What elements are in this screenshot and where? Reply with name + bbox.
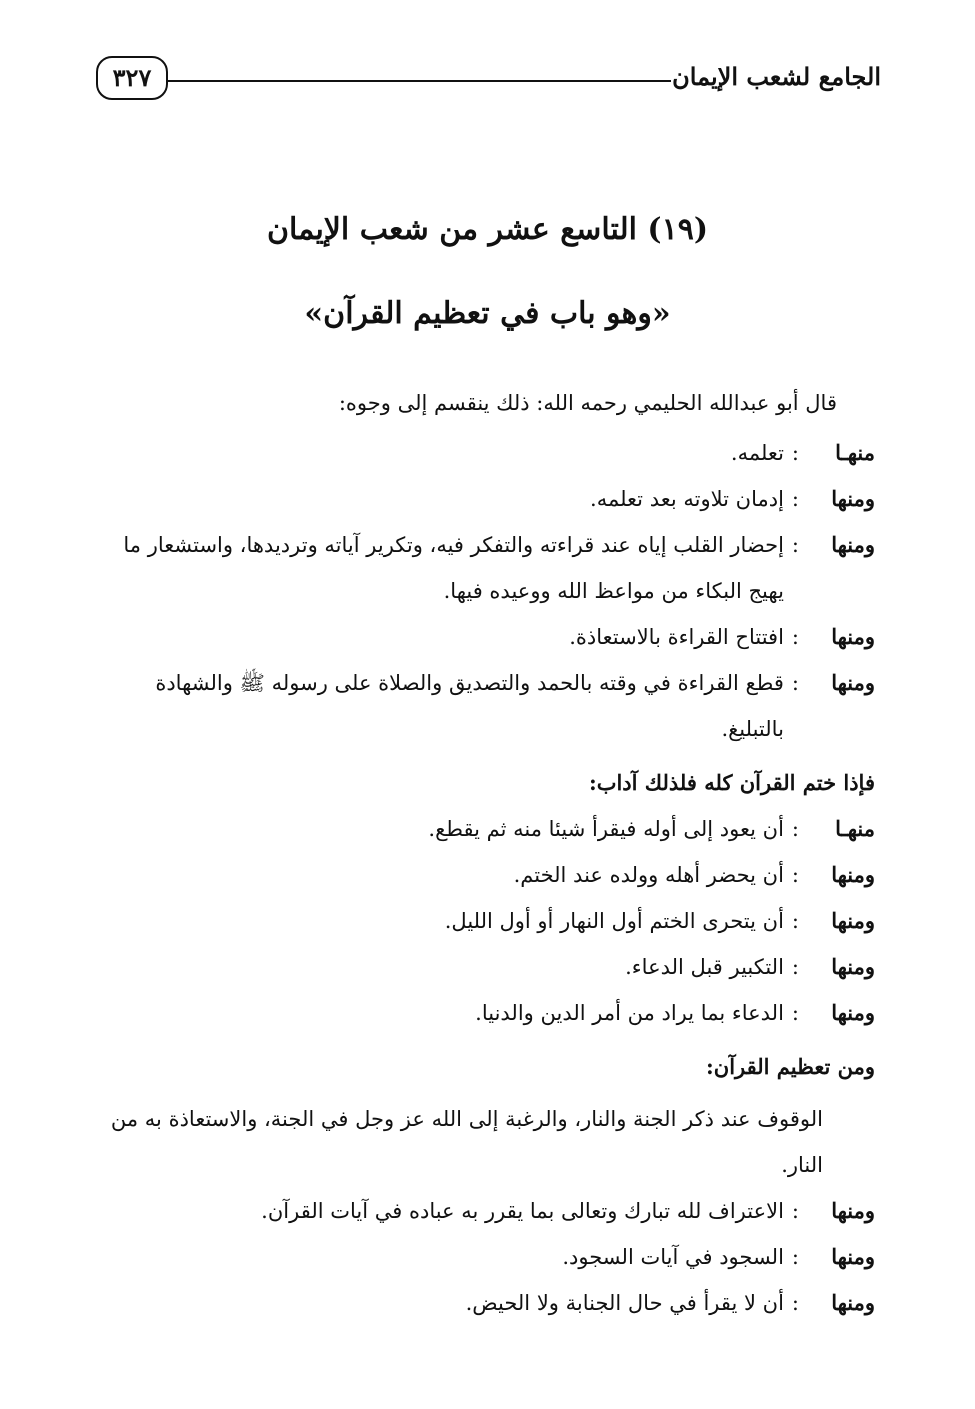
item-label: ومنها (831, 1000, 875, 1025)
item-text: الدعاء بما يراد من أمر الدين والدنيا. (475, 1001, 784, 1025)
running-header (96, 56, 881, 104)
running-title: الجامع لشعب الإيمان (672, 62, 881, 91)
section-3 (95, 1044, 875, 1326)
item-text: قطع القراءة في وقته بالحمد والتصديق والصلاة على رسوله ﷺ والشهادة بالتبليغ. (155, 671, 784, 741)
list-item: منهـا : أن يعود إلى أوله فيقرأ شيئا منه ثم يقطع. (95, 806, 875, 852)
item-label: منهـا (835, 816, 875, 841)
item-text: إدمان تلاوته بعد تعلمه. (590, 487, 784, 511)
item-label: ومنها (831, 532, 875, 557)
list-item: ومنها : افتتاح القراءة بالاستعاذة. (95, 614, 875, 660)
item-text: أن يعود إلى أوله فيقرأ شيئا منه ثم يقطع. (428, 817, 784, 841)
page-number: ٣٢٧ (96, 56, 168, 100)
section-1 (95, 430, 875, 752)
item-label: ومنها (831, 1244, 875, 1269)
item-text: أن يحضر أهله وولده عند الختم. (513, 863, 784, 887)
item-label: ومنها (831, 862, 875, 887)
item-label: منهـا (835, 440, 875, 465)
list-item: ومنها : التكبير قبل الدعاء. (95, 944, 875, 990)
list-item: ومنها : إدمان تلاوته بعد تعلمه. (95, 476, 875, 522)
item-label: ومنها (831, 908, 875, 933)
list-item: ومنها : أن يحضر أهله وولده عند الختم. (95, 852, 875, 898)
list-item: ومنها : قطع القراءة في وقته بالحمد والتصديق والصلاة على رسوله ﷺ والشهادة بالتبليغ. (95, 660, 875, 752)
item-text: السجود في آيات السجود. (562, 1245, 784, 1269)
item-label: ومنها (831, 1290, 875, 1315)
list-item: ومنها : أن يتحرى الختم أول النهار أو أول الليل. (95, 898, 875, 944)
item-label: ومنها (831, 670, 875, 695)
item-text: افتتاح القراءة بالاستعاذة. (569, 625, 784, 649)
section-heading: ومن تعظيم القرآن: (706, 1054, 875, 1079)
list-item: منهـا : تعلمه. (95, 430, 875, 476)
header-rule (168, 80, 671, 82)
item-text: إحضار القلب إياه عند قراءته والتفكر فيه، وتكرير آياته وترديدها، واستشعار ما يهيج البكاء من مواعظ الله ووعيده فيها. (123, 533, 784, 603)
list-item: ومنها : الدعاء بما يراد من أمر الدين والدنيا. (95, 990, 875, 1036)
item-label: ومنها (831, 954, 875, 979)
chapter-title: (١٩) التاسع عشر من شعب الإيمان (266, 212, 709, 247)
page-body (95, 380, 875, 1326)
section-2 (95, 760, 875, 1036)
list-item: ومنها : أن لا يقرأ في حال الجنابة ولا الحيض. (95, 1280, 875, 1326)
list-item: ومنها : السجود في آيات السجود. (95, 1234, 875, 1280)
chapter-subtitle: «وهو باب في تعظيم القرآن» (304, 296, 671, 331)
item-label: ومنها (831, 624, 875, 649)
item-text: التكبير قبل الدعاء. (625, 955, 784, 979)
section-heading: فإذا ختم القرآن كله فلذلك آداب: (588, 770, 875, 795)
item-text: تعلمه. (730, 441, 784, 465)
item-label: ومنها (831, 486, 875, 511)
section-paragraph: الوقوف عند ذكر الجنة والنار، والرغبة إلى الله عز وجل في الجنة، والاستعاذة به من النار. (110, 1107, 823, 1177)
item-text: الاعتراف لله تبارك وتعالى بما يقرر به عباده في آيات القرآن. (261, 1199, 784, 1223)
item-label: ومنها (831, 1198, 875, 1223)
list-item: ومنها : إحضار القلب إياه عند قراءته والتفكر فيه، وتكرير آياته وترديدها، واستشعار ما يهيج البكاء من مواعظ الله ووعيده فيها. (95, 522, 875, 614)
list-item: ومنها : الاعتراف لله تبارك وتعالى بما يقرر به عباده في آيات القرآن. (95, 1188, 875, 1234)
intro-paragraph: قال أبو عبدالله الحليمي رحمه الله: ذلك ينقسم إلى وجوه: (338, 391, 837, 415)
item-text: أن لا يقرأ في حال الجنابة ولا الحيض. (465, 1291, 784, 1315)
item-text: أن يتحرى الختم أول النهار أو أول الليل. (444, 909, 784, 933)
